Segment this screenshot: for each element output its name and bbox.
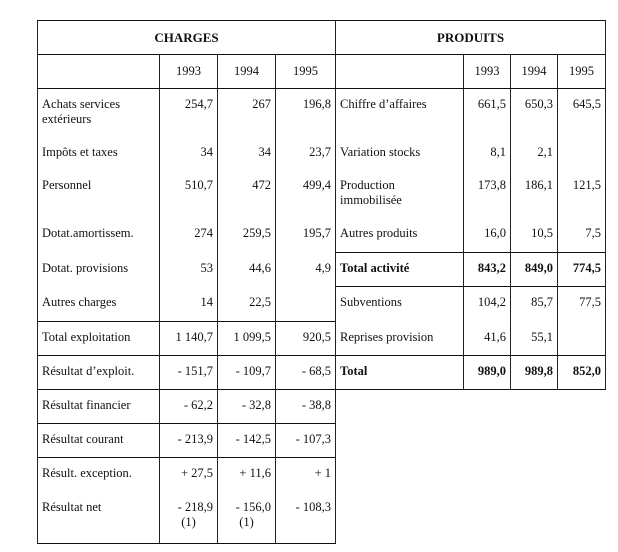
row-label: Subventions [336,287,464,322]
cell-value: - 151,7 [160,356,218,390]
cell-value: 195,7 [276,218,336,253]
cell-value: 10,5 [511,218,558,253]
cell-value: 186,1 [511,170,558,218]
row-label: Total activité [336,253,464,287]
cell-value: 34 [218,137,276,170]
cell-value: 14 [160,287,218,322]
cell-value [276,287,336,322]
cell-value: 1 140,7 [160,322,218,356]
cell-value: - 32,8 [218,390,276,424]
cell-value [160,492,218,544]
produits-table [335,20,606,390]
cell-value: - 213,9 [160,424,218,458]
cell-value: 4,9 [276,253,336,287]
charges-year-1994: 1994 [218,55,276,89]
cell-value: 989,0 [464,356,511,390]
table-row [38,492,336,544]
cell-value: 920,5 [276,322,336,356]
table-row [336,218,606,253]
cell-value: 852,0 [558,356,606,390]
cell-value: 661,5 [464,89,511,137]
row-label: Production immobilisée [336,170,464,218]
row-label: Achats services extérieurs [38,89,160,137]
cell-value: 650,3 [511,89,558,137]
cell-value: 510,7 [160,170,218,218]
cell-value: 53 [160,253,218,287]
row-label: Résultat d’exploit. [38,356,160,390]
table-row [38,458,336,492]
table-row [38,390,336,424]
charges-table [37,20,336,544]
cell-value: 989,8 [511,356,558,390]
cell-value: 472 [218,170,276,218]
table-row [38,89,336,137]
cell-value: 16,0 [464,218,511,253]
charges-year-label-cell [38,55,160,89]
table-row [336,137,606,170]
cell-value: 41,6 [464,322,511,356]
cell-value: 85,7 [511,287,558,322]
row-label: Dotat. provisions [38,253,160,287]
cell-value: - 107,3 [276,424,336,458]
cell-value: 77,5 [558,287,606,322]
charges-year-1993: 1993 [160,55,218,89]
net-value: - 156,0 [235,499,271,514]
table-row [38,137,336,170]
cell-value: 849,0 [511,253,558,287]
cell-value: + 1 [276,458,336,492]
row-label: Résultat net [38,492,160,544]
cell-value: 254,7 [160,89,218,137]
cell-value: 44,6 [218,253,276,287]
cell-value: - 38,8 [276,390,336,424]
cell-value: 22,5 [218,287,276,322]
net-value: - 218,9 [177,499,213,514]
row-label: Résult. exception. [38,458,160,492]
charges-header: CHARGES [38,21,336,55]
cell-value: 7,5 [558,218,606,253]
cell-value: 173,8 [464,170,511,218]
table-row [336,322,606,356]
row-label: Reprises provision [336,322,464,356]
cell-value: 259,5 [218,218,276,253]
table-row [336,170,606,218]
produits-year-1994: 1994 [511,55,558,89]
charges-year-1995: 1995 [276,55,336,89]
row-label: Dotat.amortissem. [38,218,160,253]
row-label: Total [336,356,464,390]
table-row [38,322,336,356]
cell-value: 104,2 [464,287,511,322]
produits-year-label-cell [336,55,464,89]
table-row [38,218,336,253]
cell-value: 843,2 [464,253,511,287]
cell-value: + 27,5 [160,458,218,492]
cell-value: 2,1 [511,137,558,170]
cell-value: - 108,3 [276,492,336,544]
row-label: Total exploitation [38,322,160,356]
table-row [38,424,336,458]
cell-value: 23,7 [276,137,336,170]
cell-value: - 68,5 [276,356,336,390]
row-label: Résultat financier [38,390,160,424]
row-label: Variation stocks [336,137,464,170]
cell-value: - 142,5 [218,424,276,458]
table-row [336,356,606,390]
cell-value [558,137,606,170]
row-label: Autres produits [336,218,464,253]
cell-value: 274 [160,218,218,253]
cell-value: 499,4 [276,170,336,218]
table-row [336,287,606,322]
cell-value: 196,8 [276,89,336,137]
table-row [38,170,336,218]
cell-value: + 11,6 [218,458,276,492]
row-label: Personnel [38,170,160,218]
row-label: Autres charges [38,287,160,322]
footnote-marker: (1) [239,514,254,529]
row-label: Impôts et taxes [38,137,160,170]
cell-value: 774,5 [558,253,606,287]
row-label: Résultat courant [38,424,160,458]
cell-value: 8,1 [464,137,511,170]
table-row [336,89,606,137]
produits-header: PRODUITS [336,21,606,55]
cell-value: 55,1 [511,322,558,356]
table-row [38,287,336,322]
table-row [38,253,336,287]
cell-value: - 62,2 [160,390,218,424]
cell-value: - 109,7 [218,356,276,390]
cell-value: 34 [160,137,218,170]
produits-year-1995: 1995 [558,55,606,89]
footnote-marker: (1) [181,514,196,529]
cell-value: 645,5 [558,89,606,137]
cell-value: 1 099,5 [218,322,276,356]
cell-value [558,322,606,356]
table-row [336,253,606,287]
cell-value [218,492,276,544]
table-row [38,356,336,390]
cell-value: 267 [218,89,276,137]
produits-year-1993: 1993 [464,55,511,89]
row-label: Chiffre d’affaires [336,89,464,137]
cell-value: 121,5 [558,170,606,218]
